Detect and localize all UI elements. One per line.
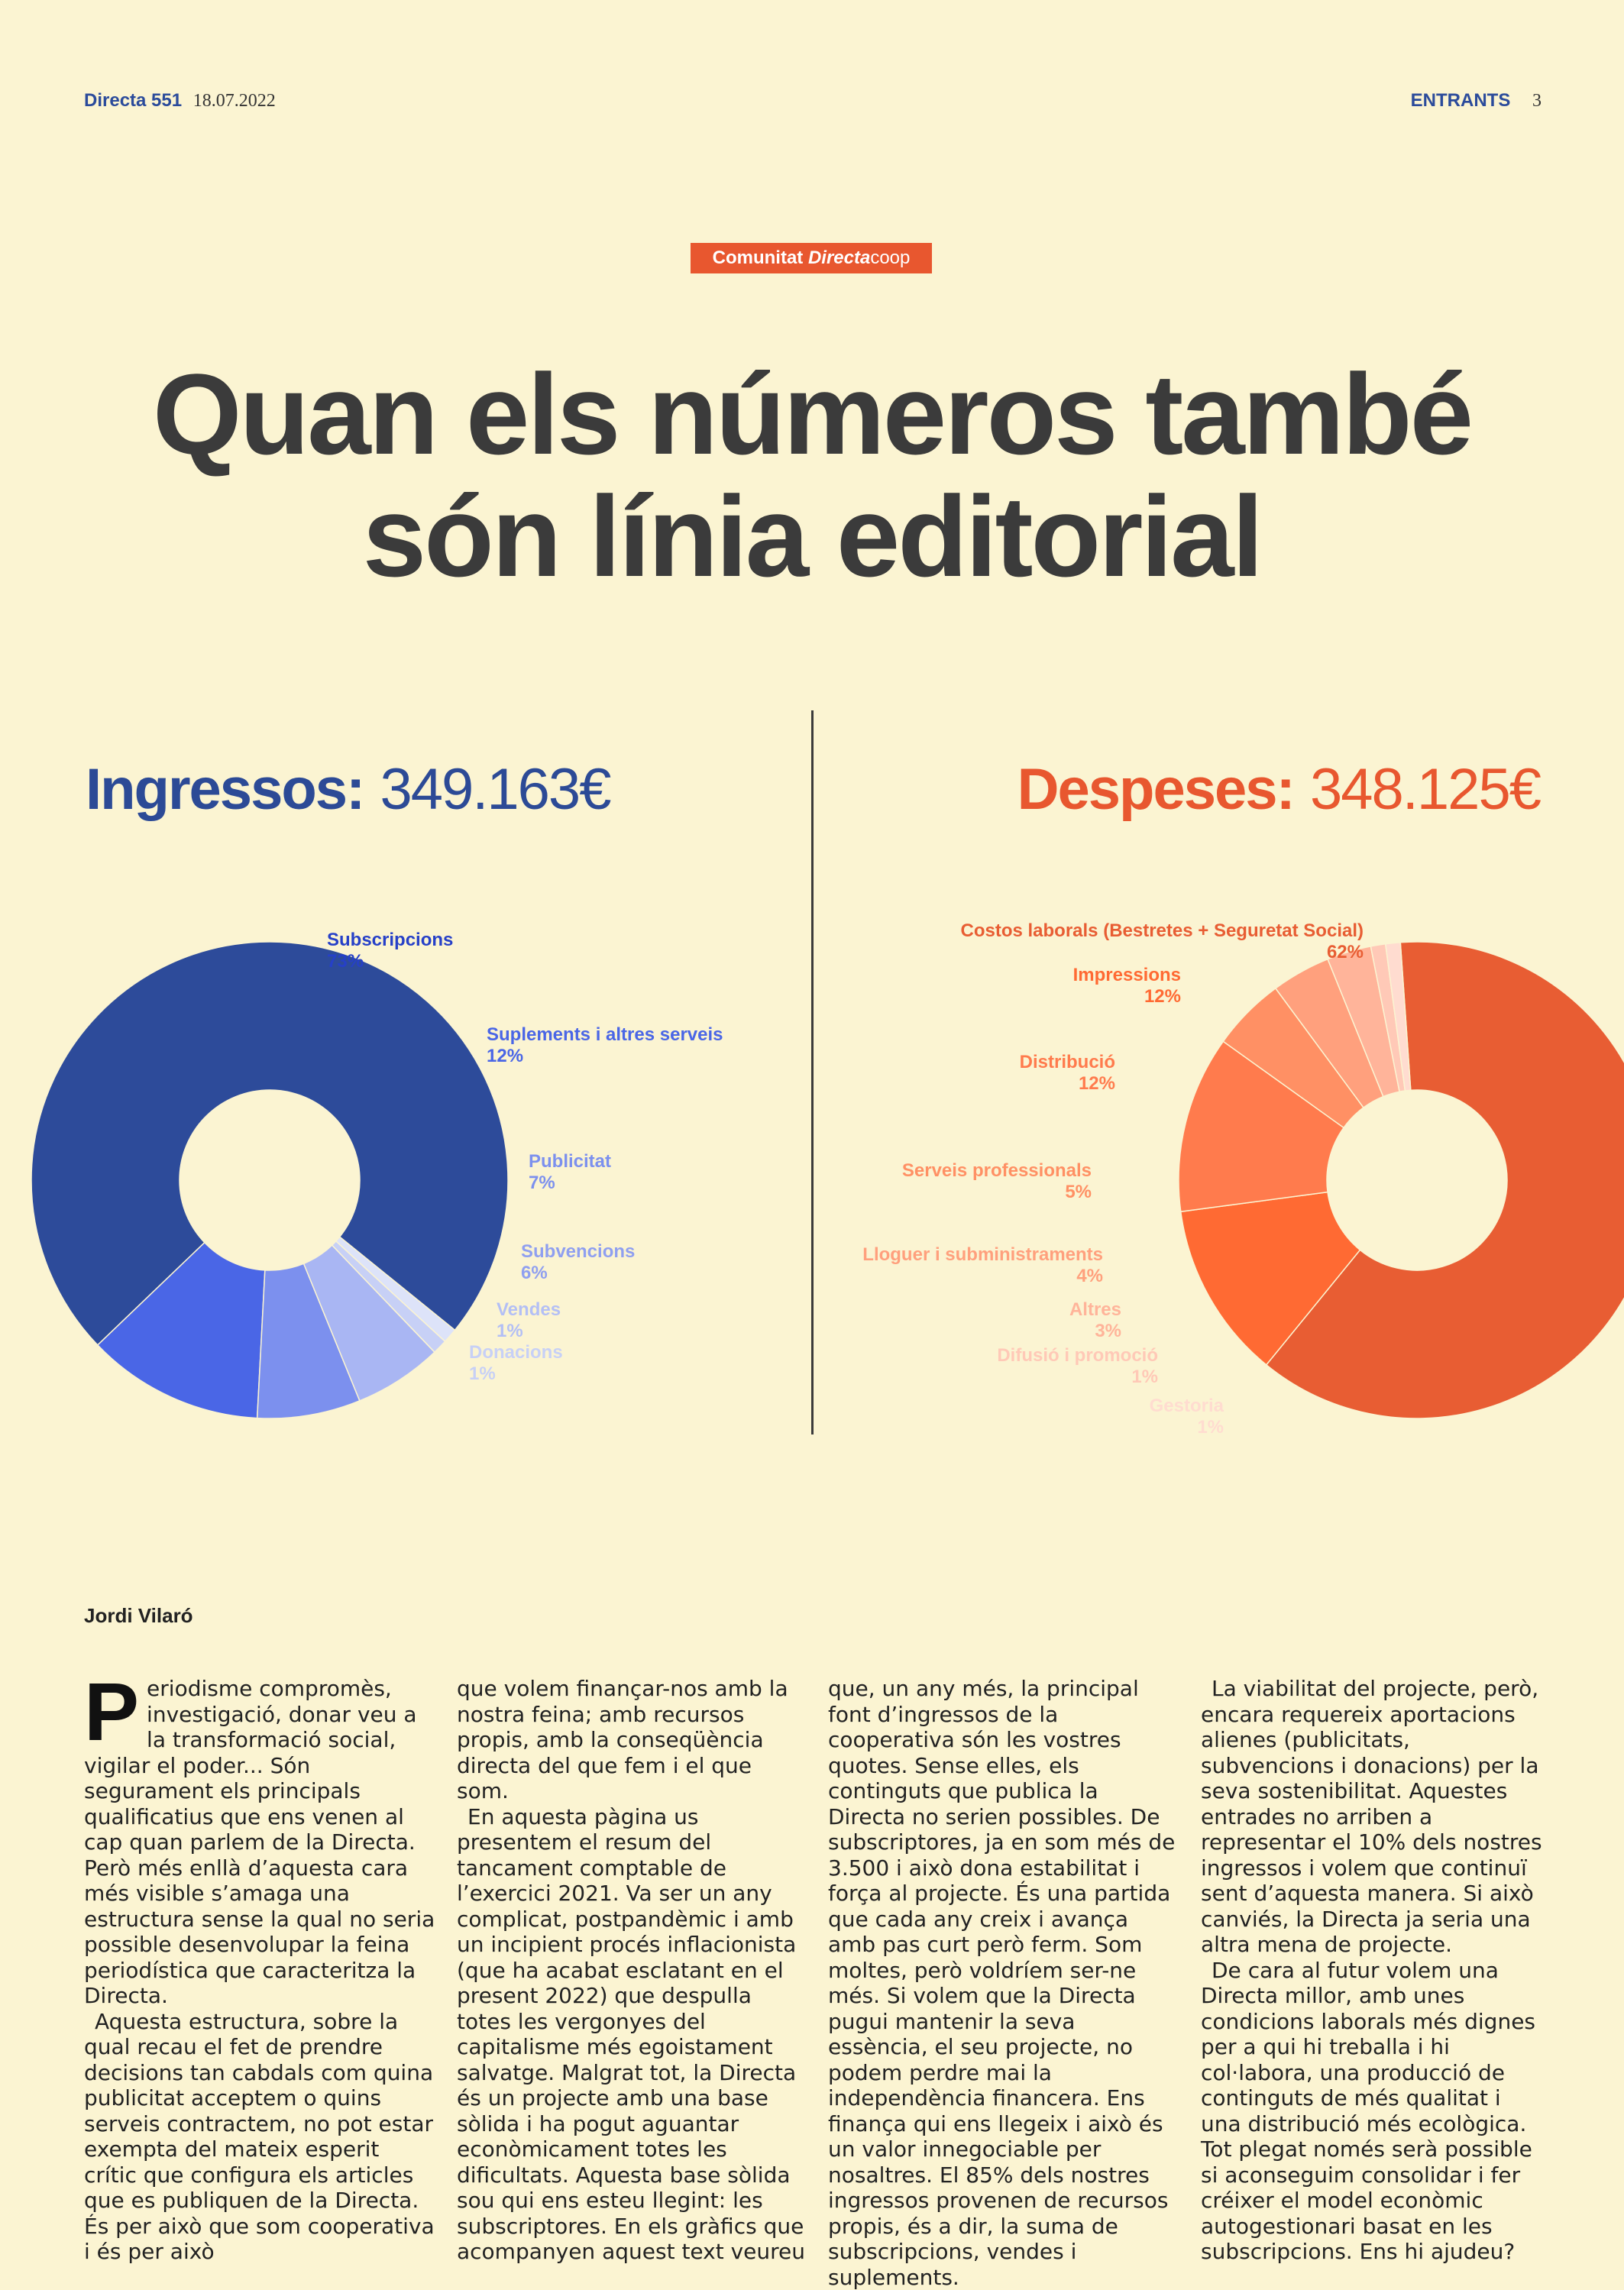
paragraph: Aquesta estructura, sobre la qual recau el fet de prendre decisions tan cabdals com quina publicitat acceptem o quins serveis contractem, no pot estar exempta del mateix esperit crític que configura els articles que es publiquen de la Directa. És per això que som cooperativa i és per això: [84, 2008, 435, 2264]
slice-percentage: 12%: [487, 1046, 524, 1066]
slice-label: Difusió i promoció: [997, 1345, 1158, 1366]
title-line-1: Quan els números també: [152, 350, 1472, 478]
slice-label: Serveis professionals: [901, 1160, 1092, 1181]
paragraph: eriodisme compromès, investigació, donar veu a la transformació social, vigilar el poder... Són segurament els principals qualificatius que ens venen al cap quan parlem de la Directa. Però més enllà d’aquesta cara més visible s’amaga una estructura sense la qual no seria possible desenvolupar la feina periodística que caracteritza la Directa.: [84, 1676, 435, 2008]
slice-label: Altres: [1069, 1299, 1121, 1320]
page-number: 3: [1532, 91, 1542, 111]
slice-percentage: 73%: [327, 951, 364, 972]
author-byline: Jordi Vilaró: [84, 1604, 193, 1627]
paragraph: que volem finançar-nos amb la nostra feina; amb recursos propis, amb la conseqüència directa del que fem i el que som.: [457, 1676, 788, 1803]
article-column-1: [84, 1665, 437, 2265]
tag-part-1: Comunitat: [712, 247, 808, 268]
drop-cap: P: [84, 1665, 140, 1758]
tag-part-3: coop: [870, 247, 911, 268]
slice-percentage: 62%: [1326, 942, 1364, 962]
slice-percentage: 1%: [1131, 1367, 1158, 1387]
slice-label: Publicitat: [529, 1151, 612, 1172]
article-column-3: [828, 1676, 1179, 2290]
slice-percentage: 6%: [521, 1263, 548, 1283]
slice-percentage: 1%: [497, 1321, 523, 1341]
slice-label: Subvencions: [521, 1241, 636, 1262]
slice-label: Subscripcions: [327, 930, 454, 950]
slice-label: Costos laborals (Bestretes + Seguretat Social): [960, 920, 1364, 941]
publication-name: Directa 551: [84, 90, 183, 111]
paragraph: que, un any més, la principal font d’ingressos de la cooperativa són les vostres quotes. Sense elles, els continguts que publica la Directa no serien possibles. De subscriptores, ja en som més de 3.500 i això dona estabilitat i força al projecte. És una partida que cada any creix i avança amb pas curt però ferm. Som moltes, però voldríem ser-ne més. Si volem que la Directa pugui mantenir la seva essència, el seu projecte, no podem perdre mai la independència financera. Ens finança qui ens llegeix i això és un valor innegociable per nosaltres. El 85% dels nostres ingressos provenen de recursos propis, és a dir, la suma de subscripcions, vendes i suplements.: [828, 1676, 1176, 2290]
income-amount: 349.163€: [380, 757, 610, 822]
slice-label: Suplements i altres serveis: [487, 1024, 723, 1045]
slice-label: Lloguer i subministraments: [862, 1244, 1103, 1265]
slice-label: Donacions: [469, 1342, 563, 1363]
section-name: ENTRANTS: [1410, 90, 1511, 111]
slice-percentage: 5%: [1065, 1182, 1092, 1202]
income-label: Ingressos:: [86, 757, 364, 822]
slice-percentage: 7%: [529, 1172, 555, 1193]
paragraph: La viabilitat del projecte, però, encara requereix aportacions alienes (publicitats, subvencions i donacions) per la seva sostenibilitat. Aquestes entrades no arriben a representar el 10% dels nostres ingressos i volem que continuï sent d’aquesta manera. Si això canviés, la Directa ja seria una altra mena de projecte.: [1201, 1676, 1542, 1957]
slice-percentage: 12%: [1078, 1073, 1115, 1094]
slice-label: Distribució: [1019, 1052, 1115, 1072]
slice-percentage: 1%: [469, 1363, 496, 1384]
income-donut-chart: [31, 930, 723, 1418]
slice-percentage: 1%: [1197, 1417, 1224, 1438]
slice-percentage: 4%: [1076, 1266, 1103, 1286]
issue-date: 18.07.2022: [192, 91, 276, 111]
expenses-donut-chart: [862, 920, 1624, 1438]
slice-label: Vendes: [497, 1299, 561, 1320]
expenses-label: Despeses:: [1017, 757, 1294, 822]
paragraph: En aquesta pàgina us presentem el resum del tancament comptable de l’exercici 2021. Va ser un any complicat, postpandèmic i amb un incipient procés inflacionista (que ha acabat esclatant en el present 2022) que despulla totes les vergonyes del capitalisme més egoistament salvatge. Malgrat tot, la Directa és un projecte amb una base sòlida i ha pogut aguantar econòmicament totes les dificultats. Aquesta base sòlida sou qui ens esteu llegint: les subscriptores. En els gràfics que acompanyen aquest text veureu: [457, 1803, 806, 2264]
expenses-amount: 348.125€: [1310, 757, 1540, 822]
article-column-4: [1201, 1676, 1543, 2265]
slice-percentage: 12%: [1144, 986, 1181, 1007]
title-line-2: són línia editorial: [362, 472, 1262, 600]
paragraph: De cara al futur volem una Directa millor, amb unes condicions laborals més dignes per a qui hi treballa i hi col·labora, una producció de continguts de més qualitat i una distribució més ecològica. Tot plegat només serà possible si aconseguim consolidar i fer créixer el model econòmic autogestionari basat en les subscripcions. Ens hi ajudeu?: [1201, 1957, 1536, 2264]
slice-label: Impressions: [1072, 965, 1181, 985]
slice-percentage: 3%: [1095, 1321, 1121, 1341]
tag-part-2: Directa: [807, 247, 871, 268]
slice-label: Gestoria: [1149, 1396, 1224, 1416]
article-column-2: [457, 1676, 808, 2265]
